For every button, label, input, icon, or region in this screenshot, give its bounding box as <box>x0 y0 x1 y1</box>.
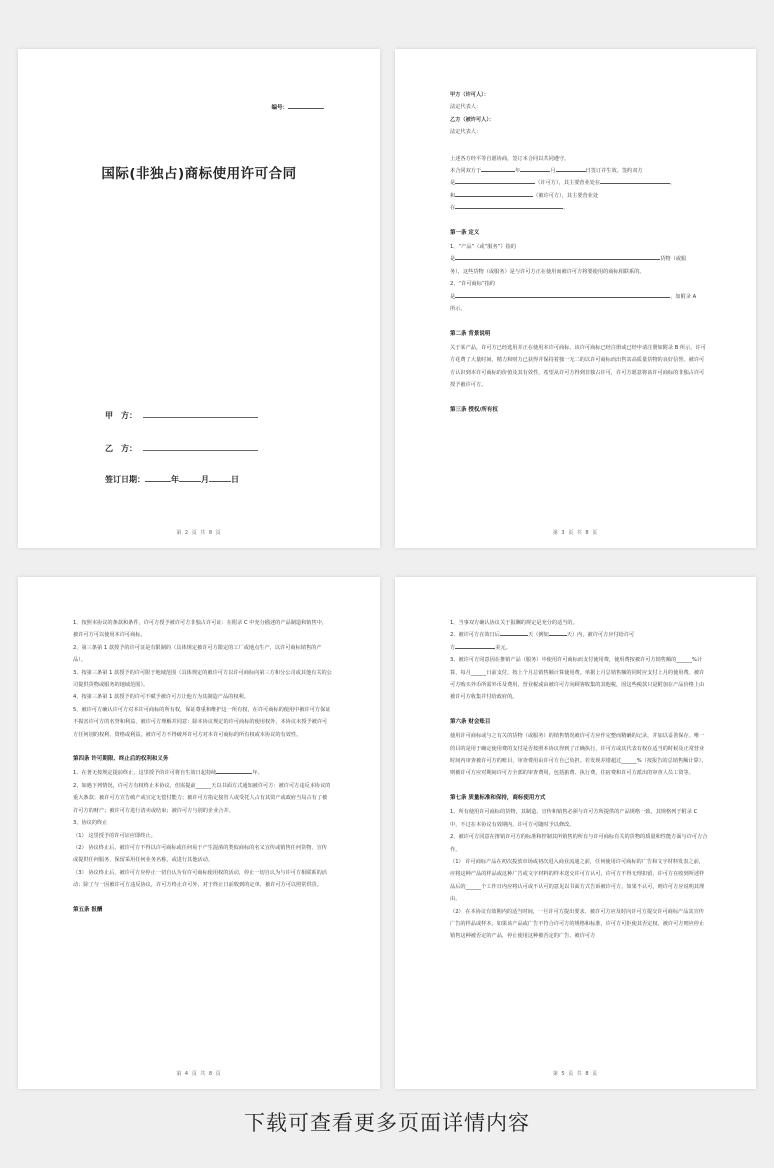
year-text: 年 <box>515 168 521 175</box>
signing-line <box>450 165 708 177</box>
payment-1: 1、当事双方确认协议关于报酬的规定是充分的适当的。 <box>450 620 578 626</box>
licensor-rep-line: 法定代表人： <box>450 104 482 111</box>
page-footer: 第 4 页 共 8 页 <box>176 1071 222 1077</box>
month-text: 月 <box>550 168 556 175</box>
party-b-label: 乙 方： <box>105 444 137 453</box>
quality-1: 1、所有使用许可商标的货物，其制造、宣传和销售必须与许可方所提供的产品规格一致，其规格列于附录 C 中，不过在本协议有效期内，许可方可随时予以修改。 <box>450 809 698 828</box>
page-4-body <box>73 617 332 918</box>
is-text: 是 <box>450 256 456 263</box>
article-1-heading: 第一条 定义 <box>450 229 480 236</box>
blank <box>520 166 550 172</box>
term-2: 2、如遇下列情况，许可方有权终止本协议，但需提前______天以书面方式通知被许可方：被许可方违反本协议的重大条款；被许可方宣告破产或宣定无偿付能力；被许可方指定接管人或受托人占有其资产或政府当局占有了被许可方的财产；被许可方进行清卖或结束；被许可方与别的企业合并。 <box>73 782 331 814</box>
address-line: 在 。 <box>450 205 569 212</box>
article-6-heading: 第六条 财会账目 <box>450 718 491 725</box>
term-3b: （2） 协议终止后，被许可方不得以许可商标或任何易于产生混淆的类似商标的名义宣传或销售任何货物，宣传或提供任何服务，保留采用任何业务名称，或进行其他活动。 <box>73 844 327 864</box>
article-3-heading: 第三条 授权/所有权 <box>450 406 498 413</box>
definition-1-line <box>450 253 708 265</box>
licensee-address-line <box>450 190 708 202</box>
day-blank <box>209 474 231 482</box>
payment-2-party: 方 <box>450 644 456 651</box>
definition-2-line <box>450 291 708 303</box>
appendix-text: ，如附录 A <box>670 293 697 300</box>
sign-date-label: 签订日期： <box>105 475 145 484</box>
blank <box>481 166 515 172</box>
at-text: 在 <box>450 205 456 212</box>
clause-3: 3、按第三条第 1 款授予的许可限于地域范围（具体规定的被许可方以许可商标向第三方和分公司或其他有关的公司提供货物或服务的地域范围）。 <box>73 669 332 689</box>
blank <box>500 630 528 636</box>
party-a-row <box>105 409 258 421</box>
payment-3: 3、被许可方同意因在推销产品（服务）中使用许可商标而支付使用费，使用费按被许可方销售额的______%计算，每月______日前支付，按上个月总销售额计算使用费。单据上月总销售额的同时应支付上月的使用费。被许可方购买外币所需外币及费用，营业税或由被许可方向顾客收集的其他税，因这些税款只是附加在产品价格上由被许可方收集并付给政府的。 <box>450 657 705 701</box>
page-2 <box>18 49 380 548</box>
payment-2 <box>450 629 708 641</box>
definition-1-cont: 务），这些货物（或服务）是与许可方正在使用而被许可方将要使用的商标相联系的。 <box>450 268 645 275</box>
intro-paragraph: 上述各方经平等自愿协商，签订本合同以共同遵守。 <box>450 155 570 162</box>
term-3a: （1） 这里授予的许可证应即终止。 <box>73 832 156 839</box>
sign-date-row <box>105 474 239 485</box>
term-3: 3、协议的终止 <box>73 820 108 827</box>
article-4-heading: 第四条 许可期限、终止后的权利和义务 <box>73 756 169 763</box>
blank <box>455 191 533 197</box>
clause-2: 2、第三条第 1 款授予的许可证是有限制的（具体规定被许可方限定的工厂或地点生产，以许可商标销售的产品）。 <box>73 644 322 664</box>
clause-4: 4、按第三条第 1 款授予的许可不赋予被许可方让他方为其制造产品的权利。 <box>73 694 249 701</box>
payment-2-usd: 美元。 <box>495 644 511 651</box>
blank <box>455 203 563 209</box>
accounting-paragraph: 使用许可商标或与之有关的货物（或服务）的销售情况被许可方应作完整而精确的记录，并加以妥善保存。唯一的目的是用于确定使用费的支付是否按照本协议得到了正确执行，许可方或其代表有权在适当的时候及正常营业时间内审查被许可方的账目，审查费用由许可方自己负担。若发现差错超过______%（按报告的总销售额计算），则被许可方应对期间许可方全部的审查费用，包括旅费、执行费、住宿费和许可方派出的审查人员工资等。 <box>450 733 707 777</box>
blank <box>600 178 670 184</box>
page-3-body <box>450 89 708 418</box>
contract-number <box>271 103 324 111</box>
quality-2: 2、被许可方同意在推销许可方的标准和控制其所销售的所有与许可商标有关的货物的质量和性能方面与许可方合作。 <box>450 834 708 853</box>
licensee-line: 乙方（被许可人）： <box>450 116 495 123</box>
is-text: 是 <box>450 293 456 300</box>
is-text: 是 <box>450 180 456 187</box>
clause-1: 1、按照本协议的条款和条件，许可方授予被许可方非独占许可证：在附录 C 中充分描述的产品制造和销售中，被许可方可以使用本许可商标。 <box>73 620 328 639</box>
party-a-line <box>143 409 258 418</box>
year-label: 年 <box>171 475 179 484</box>
term-1 <box>73 767 332 779</box>
signed-at-text: 本合同双方于 <box>450 168 482 175</box>
month-label: 月 <box>201 475 209 484</box>
quality-2a: （1） 许可商标产品在初次投放市场或初次进入商业流通之前，任何使用许可商标的广告和文字材料发表之前，应将这种产品的样品或这种广告或文字材料的样本送交许可方认可，许可方不得无理扣留，许可方在收到所述样品后的______个工作日内应将认可或不认可的意见以书面方式告诉被许可方。如果不认可，则许可方应说明其理由。 <box>450 858 705 903</box>
payment-2-cont: 天）内，被许可方应付给许可 <box>566 632 635 639</box>
quality-2b: （2） 在本协议有效期内的适当时间，一旦许可方提出要求，被许可方应及时向许可方提交许可商标产品其宣传广告的样品或样本，如果该产品或广告不符合许可方的规格和标准，许可方可拒使其否定权，被许可方则应停止销售这种被否定的产品，停止使用这种被否定的广告，被许可方 <box>450 908 705 940</box>
licensor-line: 甲方（许可人）： <box>450 92 489 98</box>
party-b-line <box>143 442 258 451</box>
and-text: 和 <box>450 192 456 199</box>
blank <box>455 292 670 298</box>
goods-text: 货物（或服 <box>660 256 687 263</box>
effective-text: 日签订并生效。签约双方 <box>585 168 643 175</box>
licensee-text: （被许可方），其主要营业处 <box>533 192 599 199</box>
page-5 <box>395 577 756 1089</box>
article-5-heading: 第五条 报酬 <box>73 906 103 913</box>
blank <box>455 178 535 184</box>
number-label: 编号： <box>271 105 288 111</box>
page-4 <box>18 577 380 1089</box>
blank <box>216 768 252 774</box>
article-2-heading: 第二条 背景说明 <box>450 330 491 337</box>
day-label: 日 <box>231 475 239 484</box>
definition-2-cont: 所示。 <box>450 306 466 313</box>
party-b-row <box>105 442 258 454</box>
download-caption: 下载可查看更多页面详情内容 <box>244 1111 530 1135</box>
number-blank <box>288 103 324 109</box>
blank <box>455 254 660 260</box>
payment-2-text: 2、被许可方在效日后 <box>450 632 500 639</box>
payment-2-days: 天（例如 <box>528 632 549 639</box>
clause-5: 5、被许可方确认许可方对本许可商标的所有权，保证尊重和维护这一所有权，在许可商标的使用中被许可方保证不损害许可方的名誉和利益，被许可方理解并同意：除本协议规定的许可商标的使用权外，本协议未授予被许可方任何别的权利、资格或利益，被许可方不得破坏许可方对本许可商标的所有权或本协议的有效性。 <box>73 706 331 738</box>
term-1-end: 年。 <box>252 770 263 777</box>
blank <box>455 643 495 649</box>
term-1-text: 1、在著无按规定提前终止，这里授予的许可将自生效日起持续 <box>73 770 217 777</box>
background-paragraph: 关于某产品，许可方已经选用并正在使用本许可商标，该许可商标已经注册或已经申请注册如附录 B 所示。许可方花费了大量时间、精力和财力已获得并保持着独一无二的以许可商标而出售其高质量货物的良好信誉。被许可方认识到本许可商标的价值及其有效性，希望从许可方得到非独占许可，许可方愿意将该许可商标的非独占许可授予被许可方。 <box>450 344 706 389</box>
blank <box>549 630 567 636</box>
year-blank <box>145 474 171 482</box>
party-a-label: 甲 方： <box>105 411 137 420</box>
licensor-address-line: 是 （许可方），其主要营业处在 。 <box>450 180 676 187</box>
page-5-body <box>450 617 708 943</box>
article-7-heading: 第七条 质量标准和保持，商标使用方式 <box>450 794 546 801</box>
contract-title: 国际(非独占)商标使用许可合同 <box>101 166 297 182</box>
blank <box>556 166 586 172</box>
licensee-rep-line: 法定代表人： <box>450 129 482 136</box>
month-blank <box>179 474 201 482</box>
definition-2: 2、“许可商标”指的 <box>450 281 495 288</box>
term-3c: （3） 协议终止后，被许可方应停止一切自认为有许可商标使用权的活动，停止一切自认为与许可方相联系的活动；除了与一因被许可方违反协议，许可方终止许可外，对于终止日前收到的定单，被许可方可以照常供货。 <box>73 869 327 889</box>
page-3 <box>395 49 756 548</box>
definition-1: 1、“产品”（或“服务”）指的 <box>450 244 516 251</box>
page-footer: 第 3 页 共 8 页 <box>552 530 599 536</box>
payment-2-line <box>450 642 708 654</box>
page-footer: 第 5 页 共 8 页 <box>552 1071 599 1077</box>
licensor-text: （许可方），其主要营业处在 <box>535 180 601 187</box>
page-footer: 第 2 页 共 8 页 <box>176 530 222 536</box>
